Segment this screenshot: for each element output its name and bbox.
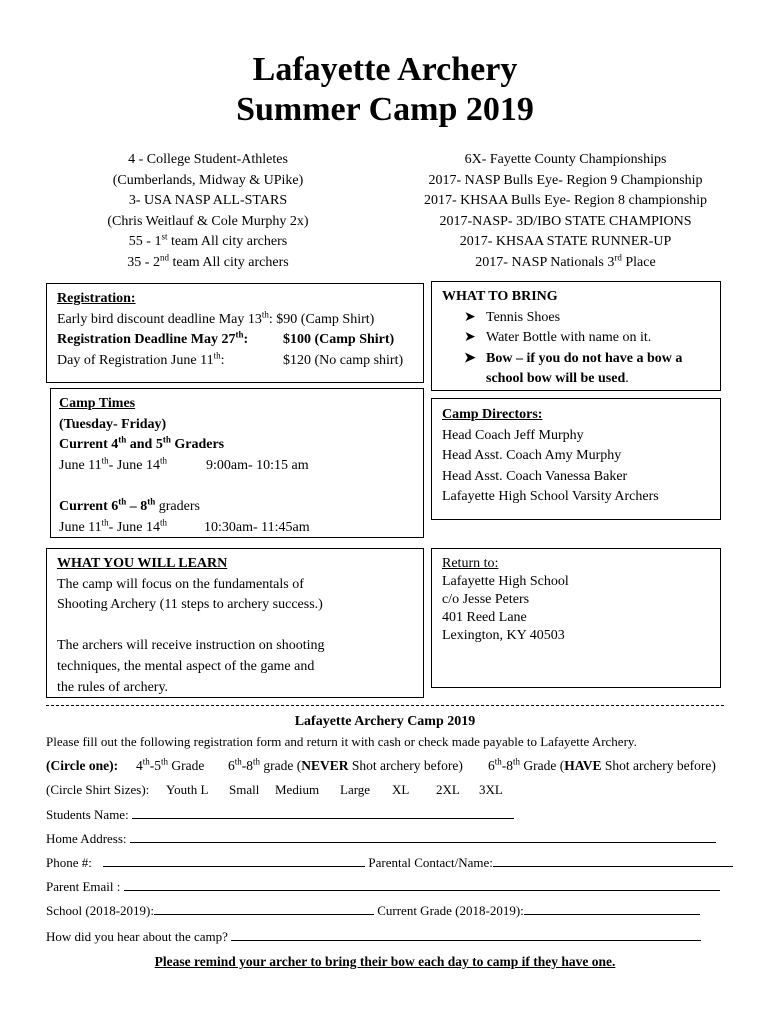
stat-line: 4 - College Student-Athletes <box>128 152 288 167</box>
title-line-1: Lafayette Archery <box>252 51 518 88</box>
bring-list <box>442 308 710 390</box>
current-grade-field[interactable] <box>524 902 700 915</box>
page-title <box>0 50 770 130</box>
stat-line: 2017- KHSAA Bulls Eye- Region 8 championship <box>423 193 708 209</box>
learn-text: the rules of archery. <box>57 679 169 695</box>
phone-label: Phone #: <box>46 855 96 870</box>
stat-line: 2017-NASP- 3D/IBO STATE CHAMPIONS <box>439 213 692 229</box>
stat-line: 2017- NASP Bulls Eye- Region 9 Championship <box>428 172 703 188</box>
directors-heading: Camp Directors: <box>442 407 543 422</box>
list-item: ➤ Water Bottle with name on it. <box>442 328 710 349</box>
arrow-bullet-icon: ➤ <box>464 350 476 366</box>
bring-heading: WHAT TO BRING <box>442 289 558 304</box>
early-bird-line: Early bird discount deadline May 13th: $90 (Camp Shirt) <box>57 308 375 327</box>
referral-label: How did you hear about the camp? <box>46 929 232 944</box>
arrow-bullet-icon: ➤ <box>464 330 476 346</box>
shirt-size-small[interactable]: Small <box>229 782 260 797</box>
referral-field[interactable] <box>231 928 701 941</box>
list-item: ➤ Bow – if you do not have a bow a school bow will be used. <box>464 350 683 387</box>
current-grade-label: Current Grade (2018-2019): <box>373 903 524 918</box>
form-instructions: Please fill out the following registration form and return it with cash or check made payable to Lafayette Archery. <box>46 734 637 749</box>
school-row <box>46 902 736 919</box>
director-line: Lafayette High School Varsity Archers <box>442 489 659 505</box>
stat-line: (Cumberlands, Midway & UPike) <box>112 172 304 188</box>
stat-line: 2017- KHSAA STATE RUNNER-UP <box>459 234 672 250</box>
registration-heading: Registration: <box>57 291 136 306</box>
school-label: School (2018-2019): <box>46 903 154 918</box>
grade-option-6-8-have[interactable]: 6th-8th Grade (HAVE Shot archery before) <box>488 756 716 773</box>
stat-line: 2017- NASP Nationals 3rd Place <box>475 252 656 270</box>
stat-line: 35 - 2nd team All city archers <box>127 252 289 270</box>
address-line: 401 Reed Lane <box>442 610 527 625</box>
form-title: Lafayette Archery Camp 2019 <box>294 714 476 729</box>
grade-options-row <box>46 758 736 774</box>
phone-field[interactable] <box>103 854 365 867</box>
grade-option-6-8-never[interactable]: 6th-8th grade (NEVER Shot archery before) <box>228 756 463 773</box>
title-line-2: Summer Camp 2019 <box>236 91 534 128</box>
shirt-size-2xl[interactable]: 2XL <box>436 782 460 797</box>
director-line: Head Asst. Coach Amy Murphy <box>442 448 622 464</box>
group1-label: Current 4th and 5th Graders <box>59 434 225 453</box>
arrow-bullet-icon: ➤ <box>464 309 476 325</box>
shirt-size-youth-l[interactable]: Youth L <box>166 782 209 797</box>
shirt-size-xl[interactable]: XL <box>392 782 410 797</box>
address-line: c/o Jesse Peters <box>442 592 530 607</box>
address-line: Lexington, KY 40503 <box>442 628 565 643</box>
shirt-size-large[interactable]: Large <box>340 782 371 797</box>
student-name-row <box>46 806 736 823</box>
what-you-will-learn-box <box>46 548 424 698</box>
student-name-field[interactable] <box>132 806 514 819</box>
learn-text: The camp will focus on the fundamentals of <box>57 576 304 592</box>
return-heading: Return to: <box>442 556 499 571</box>
director-line: Head Coach Jeff Murphy <box>442 427 584 443</box>
shirt-sizes-row <box>46 782 736 798</box>
achievements-right <box>398 150 733 274</box>
registration-box <box>46 283 424 383</box>
group1-schedule: June 11th- June 14th 9:00am- 10:15 am <box>59 455 309 473</box>
stat-line: 55 - 1st team All city archers <box>128 231 288 250</box>
what-to-bring-box <box>431 281 721 391</box>
parent-contact-label: Parental Contact/Name: <box>365 855 493 870</box>
camp-days: (Tuesday- Friday) <box>59 416 167 432</box>
learn-text: techniques, the mental aspect of the game and <box>57 658 315 674</box>
camp-times-box <box>50 388 424 538</box>
phone-row <box>46 854 736 871</box>
cut-line-divider <box>46 705 724 706</box>
camp-times-heading: Camp Times <box>59 396 136 411</box>
learn-heading: WHAT YOU WILL LEARN <box>57 556 228 571</box>
bow-reminder: Please remind your archer to bring their bow each day to camp if they have one. <box>154 954 616 969</box>
shirt-size-3xl[interactable]: 3XL <box>479 782 503 797</box>
list-item: ➤ Tennis Shoes <box>442 308 710 329</box>
group2-label: Current 6th – 8th graders <box>59 496 200 514</box>
student-name-label: Students Name: <box>46 807 132 822</box>
home-address-field[interactable] <box>130 830 716 843</box>
parent-email-row <box>46 878 736 895</box>
circle-one-label: (Circle one): <box>46 758 119 773</box>
achievements-left <box>48 150 368 274</box>
parent-email-label: Parent Email : <box>46 879 124 894</box>
camp-directors-box <box>431 398 721 520</box>
return-to-box <box>431 548 721 688</box>
stat-line: 6X- Fayette County Championships <box>464 152 667 167</box>
referral-row <box>46 928 736 945</box>
shirt-sizes-label: (Circle Shirt Sizes): <box>46 782 150 797</box>
address-line: Lafayette High School <box>442 574 569 589</box>
school-field[interactable] <box>154 902 374 915</box>
home-address-row <box>46 830 736 847</box>
day-of-line: Day of Registration June 11th: $120 (No camp shirt) <box>57 350 404 368</box>
home-address-label: Home Address: <box>46 831 130 846</box>
group2-schedule: June 11th- June 14th 10:30am- 11:45am <box>59 516 310 535</box>
learn-text: Shooting Archery (11 steps to archery success.) <box>57 597 323 613</box>
parent-contact-field[interactable] <box>493 854 733 867</box>
stat-line: (Chris Weitlauf & Cole Murphy 2x) <box>107 213 309 229</box>
director-line: Head Asst. Coach Vanessa Baker <box>442 468 628 484</box>
shirt-size-medium[interactable]: Medium <box>275 782 320 797</box>
deadline-line: Registration Deadline May 27th: $100 (Camp Shirt) <box>57 329 395 348</box>
learn-text: The archers will receive instruction on shooting <box>57 638 325 654</box>
grade-option-4-5[interactable]: 4th-5th Grade <box>136 756 205 773</box>
parent-email-field[interactable] <box>124 878 720 891</box>
stat-line: 3- USA NASP ALL-STARS <box>128 193 288 209</box>
